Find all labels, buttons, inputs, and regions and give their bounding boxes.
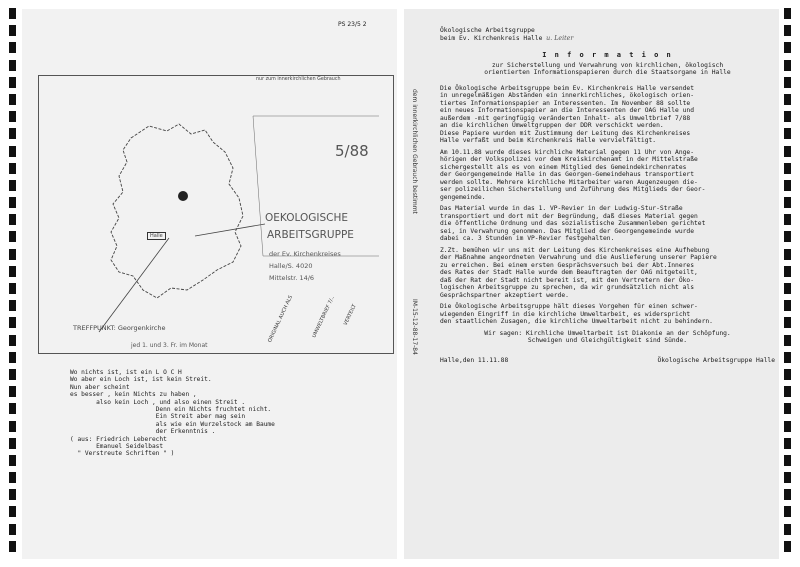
perforation-hole <box>9 300 16 311</box>
text-line: an die kirchlichen Umweltgruppen der DDR verschickt werden. <box>440 122 664 129</box>
perforation-hole <box>9 146 16 157</box>
perforation-hole <box>784 283 791 294</box>
text-line: Am 10.11.88 wurde dieses kirchliche Material gegen 11 Uhr von Ange- <box>440 148 695 156</box>
perforation-hole <box>784 489 791 500</box>
perforation-hole <box>784 472 791 483</box>
margin-note-handwritten: dem innerkirchlichen Gebrauch bestimmt <box>411 89 418 214</box>
meeting-place: TREFFPUNKT: Georgenkirche <box>73 324 166 332</box>
poem <box>70 369 275 458</box>
text-line: transportiert und dort mit der Begründung, daß dieses Material gegen <box>440 212 698 220</box>
margin-note-archive-code: IM-15-12-88-17-84 <box>411 299 418 355</box>
text-line: zu erreichen. Bei einem ersten Gesprächsversuch bei der Abt.Inneres <box>440 261 695 269</box>
closing-statement-2: Schweigen und Gleichgültigkeit sind Sünde. <box>527 337 688 344</box>
perforation-hole <box>9 42 16 53</box>
text-line: Halle verfaßt und beim Kirchenkreis Halle vervielfältigt. <box>440 137 657 144</box>
header-line1: Ökologische Arbeitsgruppe <box>440 27 535 34</box>
perforation-hole <box>9 77 16 88</box>
perforation-hole <box>9 25 16 36</box>
perforation-hole <box>9 128 16 139</box>
text-line: gengemeinde. <box>440 193 486 201</box>
text-line: außerdem -mit geringfügig veränderten Inhalt- als Umweltbrief 7/88 <box>440 114 691 122</box>
perforation-hole <box>784 506 791 517</box>
signature-row <box>440 357 775 365</box>
poem-line: Nun aber scheint <box>70 383 130 391</box>
text-line: ein neues Informationspapier an die Interessenten der OAG Halle und <box>440 107 695 114</box>
text-line: Die Ökologische Arbeitsgruppe hält dieses Vorgehen für einen schwer- <box>440 303 698 310</box>
perforation-hole <box>9 163 16 174</box>
text-line: Die Ökologische Arbeitsgruppe beim Ev. Kirchenkreis Halle versendet <box>440 84 695 92</box>
perforation-hole <box>784 111 791 122</box>
text-line: des Rates der Stadt Halle wurde dem Beauftragten der OAG mitgeteilt, <box>440 269 698 276</box>
stamp-line3: VERTEILT <box>342 303 358 327</box>
perforation-hole <box>9 317 16 328</box>
perforation-hole <box>784 214 791 225</box>
paragraph <box>440 205 775 243</box>
text-line: in unregelmäßigen Abständen ein innerkirchliches, ökologisch orien- <box>440 92 695 99</box>
group-name-line2: ARBEITSGRUPPE <box>267 229 354 241</box>
letterhead-frame <box>38 75 394 354</box>
perforation-hole <box>784 60 791 71</box>
text-line: werden sollte. Mehrere kirchliche Mitarbeiter waren Augenzeugen die- <box>440 178 698 186</box>
date-line: Halle,den 11.11.88 <box>440 356 509 364</box>
perforation-hole <box>784 421 791 432</box>
film-perforation-right <box>784 8 791 559</box>
poem-line: Denn ein Nichts fruchtet nicht. <box>70 406 272 414</box>
header-line2 <box>440 35 775 43</box>
signature: Ökologische Arbeitsgruppe Halle <box>657 356 775 364</box>
page-gutter <box>397 9 404 559</box>
perforation-hole <box>784 438 791 449</box>
perforation-hole <box>9 369 16 380</box>
poem-line: " Verstreute Schriften " ) <box>70 450 175 458</box>
perforation-hole <box>9 541 16 552</box>
envelope-note: nur zum innerkirchlichen Gebrauch <box>256 77 341 82</box>
stamp-line2: UMWELTBRIEF 7/.. <box>311 295 336 339</box>
perforation-hole <box>9 386 16 397</box>
perforation-hole <box>9 472 16 483</box>
right-page <box>404 9 779 559</box>
perforation-hole <box>9 249 16 260</box>
issue-number: 5/88 <box>335 142 369 160</box>
perforation-hole <box>9 60 16 71</box>
perforation-hole <box>9 506 16 517</box>
paragraph <box>440 247 775 300</box>
left-page <box>22 9 397 559</box>
poem-line: ( aus: Friedrich Leberecht <box>70 435 167 443</box>
perforation-hole <box>9 283 16 294</box>
text-line: den staatlichen Zusagen, die kirchliche Umweltarbeit nicht zu behindern. <box>440 318 713 325</box>
closing-statement-1: Wir sagen: Kirchliche Umweltarbeit ist Diakonie an der Schöpfung. <box>484 329 731 337</box>
text-line: der Maßnahme angeordneten Verwahrung und die Auslieferung unserer Papiere <box>440 254 717 261</box>
perforation-hole <box>9 421 16 432</box>
text-line: hörigen der Volkspolizei vor dem Kreiskirchenamt in der Mittelstraße <box>440 156 698 163</box>
text-line: sei, in Verwahrung genommen. Das Mitglied der Georgengemeinde wurde <box>440 227 695 235</box>
perforation-hole <box>784 352 791 363</box>
text-line: der Georgengemeinde Halle in das Georgen-Gemeindehaus transportiert <box>440 171 695 178</box>
perforation-hole <box>9 197 16 208</box>
perforation-hole <box>784 249 791 260</box>
text-line: daß der Rat der Stadt nicht bereit ist, mit den Vertretern der Öko- <box>440 276 695 284</box>
perforation-hole <box>784 455 791 466</box>
perforation-hole <box>9 266 16 277</box>
address-line2: Halle/S. 4020 <box>269 262 313 270</box>
poem-line: Wo aber ein Loch ist, ist kein Streit. <box>70 376 212 384</box>
perforation-hole <box>784 300 791 311</box>
text-line: wiegenden Eingriff in die kirchliche Umweltarbeit, es widerspricht <box>440 310 691 318</box>
information-letter <box>440 27 775 364</box>
perforation-hole <box>784 94 791 105</box>
map-label-halle: Halle <box>147 232 166 240</box>
perforation-hole <box>784 77 791 88</box>
perforation-hole <box>784 25 791 36</box>
perforation-hole <box>784 180 791 191</box>
address-line1: der Ev. Kirchenkreises <box>269 250 341 258</box>
perforation-hole <box>784 42 791 53</box>
stamp-line1: ORIGINAL AUCH ALS <box>267 294 295 344</box>
paragraph <box>440 149 775 202</box>
subtitle-line2: orientierten Informationspapieren durch die Staatsorgane in Halle <box>484 69 731 76</box>
perforation-hole <box>9 214 16 225</box>
header-handwritten: u. Leiter <box>546 34 574 42</box>
perforation-hole <box>784 541 791 552</box>
text-line: Diese Papiere wurden mit Zustimmung der Leitung des Kirchenkreises <box>440 129 691 137</box>
perforation-hole <box>784 335 791 346</box>
perforation-hole <box>9 403 16 414</box>
film-perforation-left <box>9 8 16 559</box>
perforation-hole <box>784 8 791 19</box>
subtitle-line1: zur Sicherstellung und Verwahrung von kirchlichen, ökologisch <box>491 61 724 69</box>
perforation-hole <box>784 197 791 208</box>
paragraph <box>440 85 775 145</box>
perforation-hole <box>9 438 16 449</box>
perforation-hole <box>784 317 791 328</box>
text-line: sichergestellt als es von einem Mitglied des Gemeindekirchenrates <box>440 163 687 171</box>
text-line: logischen Arbeitsgruppe zu sprechen, da wir grundsätzlich nicht als <box>440 284 695 291</box>
text-line: tiertes Informationspapier an Interessenten. Im November 88 sollte <box>440 99 691 107</box>
perforation-hole <box>9 94 16 105</box>
text-line: dabei ca. 3 Stunden im VP-Revier festgehalten. <box>440 235 615 242</box>
perforation-hole <box>9 455 16 466</box>
perforation-hole <box>9 335 16 346</box>
perforation-hole <box>9 489 16 500</box>
perforation-hole <box>9 352 16 363</box>
perforation-hole <box>9 180 16 191</box>
poem-line: Ein Streit aber mag sein <box>70 413 246 421</box>
text-line: Z.Zt. bemühen wir uns mit der Leitung des Kirchenkreises eine Aufhebung <box>440 246 710 254</box>
poem-line: als wie ein Wurzelstock am Baume <box>70 420 275 428</box>
perforation-hole <box>784 163 791 174</box>
text-line: Gesprächspartner akzeptiert werde. <box>440 291 569 299</box>
perforation-hole <box>784 146 791 157</box>
text-line: Das Material wurde in das 1. VP-Revier in der Ludwig-Stur-Straße <box>440 205 683 212</box>
text-line: die öffentliche Ordnung und das sozialistische Zusammenleben gerichtet <box>440 220 706 227</box>
perforation-hole <box>784 524 791 535</box>
document-title: I n f o r m a t i o n <box>542 51 673 59</box>
perforation-hole <box>784 128 791 139</box>
perforation-hole <box>9 231 16 242</box>
perforation-hole <box>784 231 791 242</box>
perforation-hole <box>784 266 791 277</box>
perforation-hole <box>784 369 791 380</box>
poem-line: Emanuel Seidelbast <box>70 443 164 451</box>
poem-line: es besser , kein Nichts zu haben , <box>70 391 197 399</box>
perforation-hole <box>9 111 16 122</box>
poem-line: der Erkenntnis . <box>70 428 216 436</box>
text-line: ser polizeilichen Sicherstellung und Zuführung des Mitglieds der Geor- <box>440 186 706 193</box>
meeting-time: jed 1. und 3. Fr. im Monat <box>131 342 208 349</box>
perforation-hole <box>784 386 791 397</box>
group-name-line1: OEKOLOGISCHE <box>265 212 348 224</box>
address-line3: Mittelstr. 14/6 <box>269 274 315 282</box>
archive-number: PS 23/5 2 <box>338 21 367 28</box>
perforation-hole <box>784 403 791 414</box>
poem-line: also kein Loch , und also einen Streit . <box>70 398 246 406</box>
perforation-hole <box>9 8 16 19</box>
poem-line: Wo nichts ist, ist ein L O C H <box>70 369 182 376</box>
header-line2-text: beim Ev. Kirchenkreis Halle <box>440 34 543 42</box>
paragraph <box>440 303 775 326</box>
perforation-hole <box>9 524 16 535</box>
